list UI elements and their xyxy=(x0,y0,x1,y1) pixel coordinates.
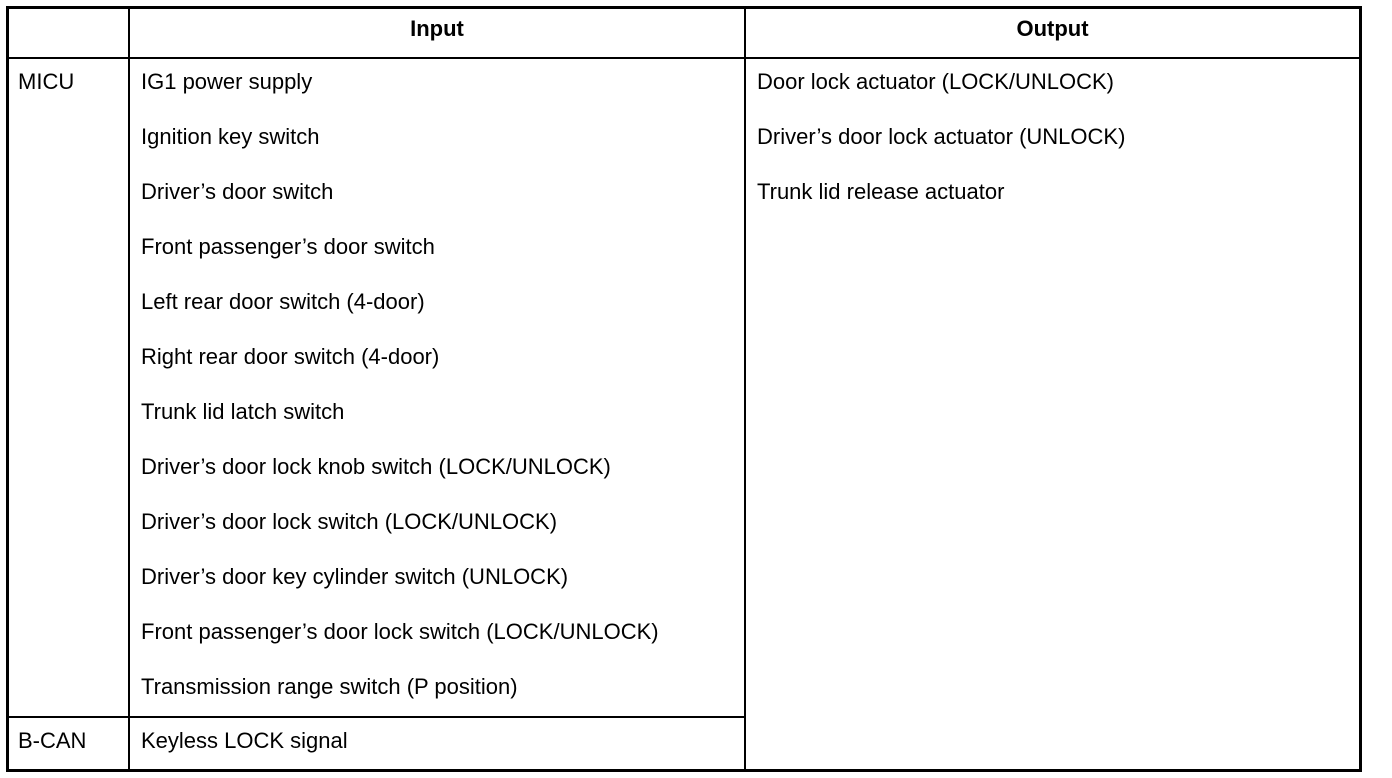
output-item: Driver’s door lock actuator (UNLOCK) xyxy=(757,124,1126,149)
input-item: Driver’s door key cylinder switch (UNLOCK) xyxy=(141,564,569,589)
input-item: Transmission range switch (P position) xyxy=(141,674,518,699)
header-output: Output xyxy=(1016,16,1089,41)
input-item: Driver’s door lock switch (LOCK/UNLOCK) xyxy=(141,509,558,534)
header-divider xyxy=(6,57,1362,59)
source-micu: MICU xyxy=(18,69,75,94)
header-input: Input xyxy=(410,16,464,41)
input-item: Ignition key switch xyxy=(141,124,320,149)
table-border-right xyxy=(1359,6,1362,772)
output-item: Door lock actuator (LOCK/UNLOCK) xyxy=(757,69,1114,94)
input-item: IG1 power supply xyxy=(141,69,313,94)
input-item: Driver’s door switch xyxy=(141,179,334,204)
output-item: Trunk lid release actuator xyxy=(757,179,1005,204)
column-divider-2 xyxy=(744,6,746,772)
source-b-can: B-CAN xyxy=(18,728,87,753)
input-item: Trunk lid latch switch xyxy=(141,399,345,424)
input-item: Driver’s door lock knob switch (LOCK/UNLOCK) xyxy=(141,454,611,479)
row-divider-bcan xyxy=(6,716,746,718)
input-item: Front passenger’s door lock switch (LOCK/UNLOCK) xyxy=(141,619,659,644)
table-border-top xyxy=(6,6,1362,9)
table-border-bottom xyxy=(6,769,1362,772)
input-item: Left rear door switch (4-door) xyxy=(141,289,425,314)
input-item: Keyless LOCK signal xyxy=(141,728,348,753)
input-item: Front passenger’s door switch xyxy=(141,234,435,259)
input-item: Right rear door switch (4-door) xyxy=(141,344,440,369)
column-divider-1 xyxy=(128,6,130,772)
table-border-left xyxy=(6,6,9,772)
